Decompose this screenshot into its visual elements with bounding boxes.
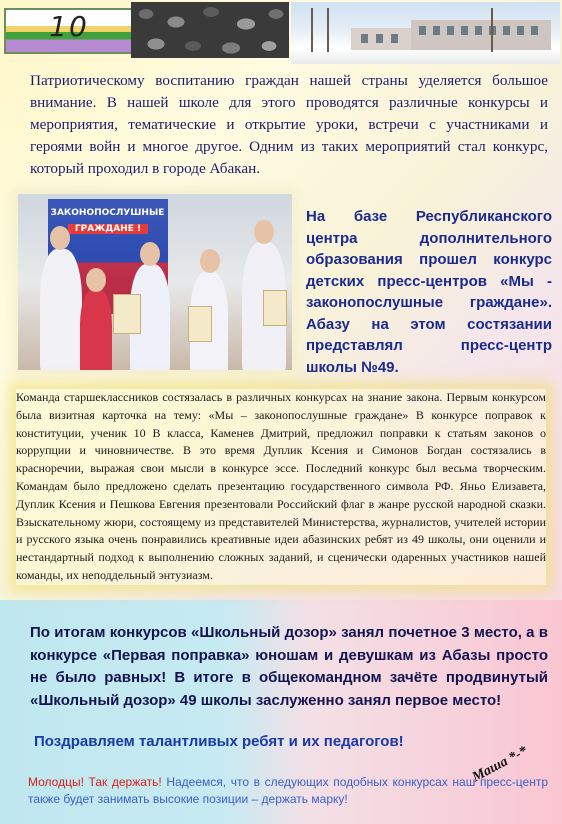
person-head — [86, 268, 106, 292]
main-article-paragraph: Команда старшеклассников состязалась в различных конкурсах на знание закона. Первым конкурсом была визитная карточка на тему: «Мы – законопослушные граждане» В конкурсе поправок к конституции, ученик 10 В класса, Каменев Дмитрий, предложил поправки к статьям законов о коррупции и чиновничестве. В это время Дуплик Ксения и Симонов Богдан состязались в красноречии, выражая свои мысли в конкурсе эссе. Последний конкурс был весьма творческим. Командам было предложено сделать презентацию государственного символа РФ. Яньо Елизавета, Дуплик Ксения и Пешкова Евгения презентовали Российский флаг в жанре русской народной сказки. Взыскательному жюри, состоящему из представителей Министерства, журналистов, учителей истории и русского языка очень понравились креативные идеи абазинских ребят из 49 школы, они оценили и нестандартный подход к выполнению сложных заданий, и сценически одаренных участников нашей команды, их неподдельный энтузиазм. — [16, 389, 546, 585]
certificate — [263, 290, 287, 326]
building-wall — [411, 20, 551, 50]
tree — [491, 8, 493, 52]
person-head — [254, 220, 274, 244]
building-window — [475, 26, 482, 35]
building-window — [376, 34, 383, 43]
person-head — [140, 242, 160, 266]
building-window — [461, 26, 468, 35]
tree — [327, 8, 329, 52]
building-window — [531, 26, 538, 35]
congratulations-line: Поздравляем талантливых ребят и их педагогов! — [34, 733, 404, 750]
person — [80, 289, 112, 370]
page-number: 10 — [49, 10, 89, 43]
building-window — [447, 26, 454, 35]
team-photo — [18, 194, 292, 370]
footer-paragraph — [28, 774, 548, 808]
author-signature: Маша *-* — [470, 743, 531, 786]
building-window — [419, 26, 426, 35]
pebbles-image — [131, 2, 289, 58]
page-number-badge — [4, 8, 134, 54]
person — [40, 249, 82, 370]
building-window — [517, 26, 524, 35]
certificate — [113, 294, 141, 334]
banner-caption-1: ЗАКОНОПОСЛУШНЫЕ — [50, 208, 165, 218]
building-window — [391, 34, 398, 43]
footer-exclamation: Молодцы! Так держать! — [28, 775, 162, 789]
person-head — [50, 226, 70, 250]
tree — [311, 8, 313, 52]
person-head — [200, 249, 220, 273]
building-window — [361, 34, 368, 43]
building-window — [433, 26, 440, 35]
school-building-image — [291, 2, 560, 64]
footer-text: Надеемся, что в следующих подобных конкурсах наш пресс-центр также будет занимать высокие позиции – держать марку! — [28, 775, 548, 806]
intro-paragraph: Патриотическому воспитанию граждан нашей страны уделяется большое внимание. В нашей школе для этого проводятся различные конкурсы и мероприятия, тематические и открытие уроки, встречи с участниками и героями войн и многое другое. Одним из таких мероприятий стал конкурс, который проходил в городе Абакан. — [30, 72, 548, 177]
certificate — [188, 306, 212, 342]
side-paragraph: На базе Республиканского центра дополнительного образования прошел конкурс детских пресс-центров «Мы - законопослушные граждане». Абазу на этом состязании представлял пресс-центр школы №49. — [306, 208, 552, 376]
banner-caption-2: ГРАЖДАНЕ ! — [68, 224, 148, 234]
results-paragraph: По итогам конкурсов «Школьный дозор» занял почетное 3 место, а в конкурсе «Первая поправка» юношам и девушкам из Абазы просто не было равных! В итоге в общекомандном зачёте продвинутый «Школьный дозор» 49 школы заслуженно занял первое место! — [30, 624, 548, 709]
building-window — [503, 26, 510, 35]
